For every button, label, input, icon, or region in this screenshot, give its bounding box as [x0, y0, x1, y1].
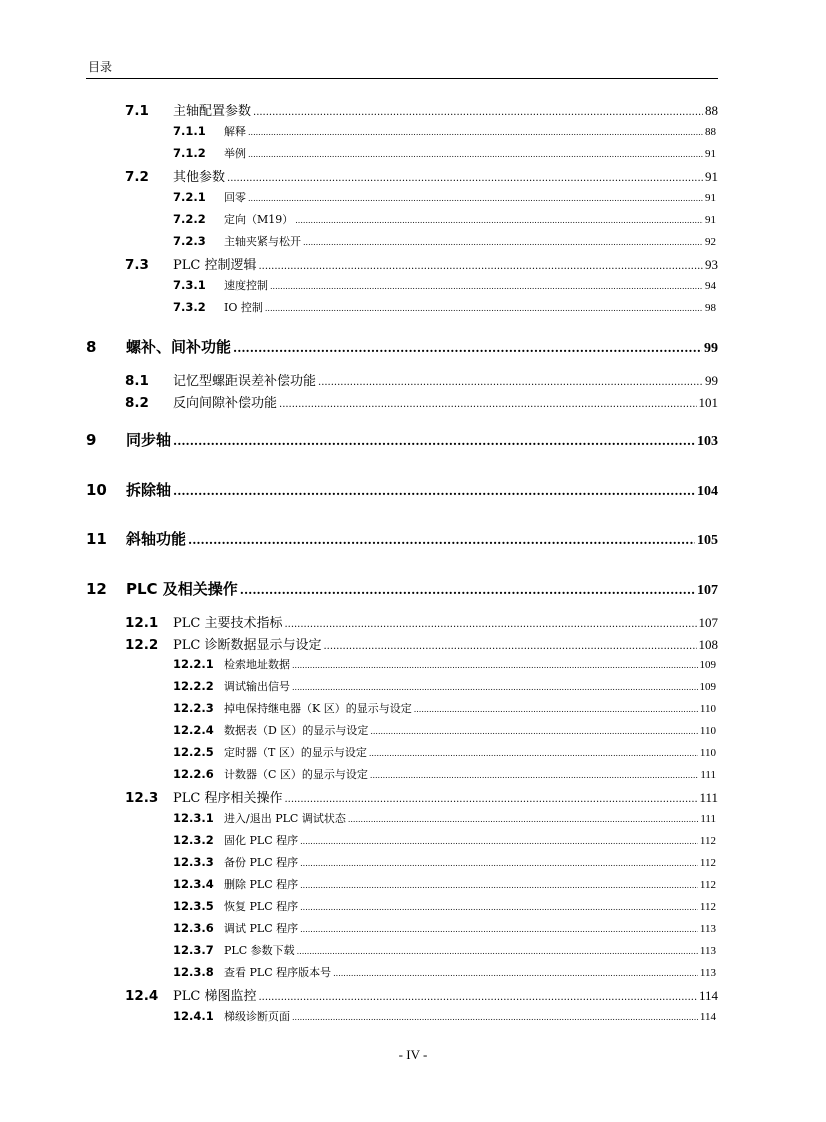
toc-number: 12.3.7	[173, 943, 214, 957]
toc-number: 12.2	[125, 637, 159, 653]
toc-title: PLC 程序相关操作	[173, 791, 283, 806]
dot-leader	[348, 815, 698, 824]
toc-entry[interactable]	[125, 392, 718, 412]
toc-page: 110	[699, 725, 716, 737]
toc-title: PLC 参数下载	[224, 944, 295, 957]
toc-title: 删除 PLC 程序	[224, 878, 299, 891]
toc-page: 111	[700, 769, 716, 781]
toc-entry[interactable]	[173, 656, 716, 674]
toc-page: 112	[699, 879, 716, 891]
toc-title: 斜轴功能	[126, 530, 187, 548]
toc-entry[interactable]	[173, 898, 716, 916]
header-title: 目录	[88, 60, 113, 74]
toc-title: 速度控制	[224, 279, 268, 292]
dot-leader	[240, 583, 695, 597]
toc-page: 93	[705, 257, 718, 272]
toc-number: 7.2.1	[173, 190, 206, 204]
dot-leader	[253, 107, 703, 118]
toc-entry[interactable]	[173, 211, 716, 229]
dot-leader	[300, 903, 698, 912]
dot-leader	[258, 992, 697, 1003]
dot-leader	[369, 749, 698, 758]
toc-page: 110	[699, 703, 716, 715]
toc-number: 9	[86, 431, 97, 449]
toc-number: 12.2.6	[173, 767, 214, 781]
toc-title: 定时器（T 区）的显示与设定	[224, 746, 367, 759]
toc-entry[interactable]	[173, 233, 716, 251]
toc-entry[interactable]	[173, 876, 716, 894]
dot-leader	[258, 261, 703, 272]
dot-leader	[173, 434, 695, 448]
toc-number: 12.3.8	[173, 965, 214, 979]
toc-title: 调试 PLC 程序	[224, 922, 299, 935]
dot-leader	[414, 705, 698, 714]
dot-leader	[300, 925, 698, 934]
toc-number: 12	[86, 580, 107, 598]
dot-leader	[318, 377, 703, 388]
toc-number: 12.2.5	[173, 745, 214, 759]
dot-leader	[300, 881, 698, 890]
toc-entry[interactable]	[125, 100, 718, 120]
toc-number: 12.1	[125, 615, 159, 631]
toc-page: 112	[699, 857, 716, 869]
toc-entry[interactable]	[173, 189, 716, 207]
dot-leader	[284, 619, 696, 630]
toc-title: 定向（M19）	[224, 213, 294, 226]
dot-leader	[188, 533, 695, 547]
toc-page: 113	[699, 945, 716, 957]
toc-page: 91	[705, 192, 716, 204]
toc-page: 101	[698, 395, 718, 410]
toc-number: 10	[86, 481, 107, 499]
toc-number: 12.3.2	[173, 833, 214, 847]
toc-entry[interactable]	[173, 299, 716, 317]
page-number-footer: - IV -	[398, 1047, 428, 1062]
toc-title: PLC 诊断数据显示与设定	[173, 638, 322, 653]
toc-title: 梯级诊断页面	[224, 1010, 290, 1023]
dot-leader	[248, 128, 703, 137]
toc-title: 螺补、间补功能	[126, 338, 232, 356]
toc-entry[interactable]	[86, 429, 718, 451]
dot-leader	[370, 771, 698, 780]
toc-title: 举例	[224, 147, 246, 160]
toc-title: 进入/退出 PLC 调试状态	[224, 812, 346, 825]
toc-entry[interactable]	[173, 832, 716, 850]
toc-title: 备份 PLC 程序	[224, 856, 299, 869]
toc-entry[interactable]	[86, 578, 718, 600]
toc-title: PLC 及相关操作	[126, 580, 238, 598]
toc-title: 其他参数	[173, 170, 226, 185]
toc-number: 7.1.1	[173, 124, 206, 138]
toc-entry[interactable]	[125, 612, 718, 632]
toc-title: 掉电保持继电器（K 区）的显示与设定	[224, 702, 412, 715]
toc-entry[interactable]	[173, 145, 716, 163]
toc-number: 12.2.3	[173, 701, 214, 715]
toc-entry[interactable]	[173, 123, 716, 141]
toc-page: 107	[697, 583, 718, 598]
toc-title: 记忆型螺距误差补偿功能	[173, 374, 317, 389]
toc-number: 7.1	[125, 103, 149, 119]
toc-entry[interactable]	[173, 1008, 716, 1026]
toc-page: 108	[698, 637, 718, 652]
dot-leader	[265, 304, 703, 313]
toc-title: PLC 梯图监控	[173, 989, 257, 1004]
dot-leader	[295, 216, 703, 225]
toc-number: 12.2.4	[173, 723, 214, 737]
toc-page: 114	[699, 1011, 716, 1023]
toc-page: 91	[705, 214, 716, 226]
toc-number: 11	[86, 530, 107, 548]
toc-page: 94	[705, 280, 716, 292]
dot-leader	[233, 341, 702, 355]
toc-page: 111	[699, 790, 718, 805]
toc-entry[interactable]	[173, 810, 716, 828]
toc-page: 99	[705, 373, 718, 388]
toc-number: 7.2.3	[173, 234, 206, 248]
toc-entry[interactable]	[173, 678, 716, 696]
toc-number: 7.1.2	[173, 146, 206, 160]
toc-number: 12.3.5	[173, 899, 214, 913]
toc-title: 拆除轴	[126, 481, 172, 499]
dot-leader	[173, 484, 695, 498]
toc-number: 12.3.4	[173, 877, 214, 891]
toc-entry[interactable]	[125, 787, 718, 807]
dot-leader	[292, 661, 698, 670]
toc-page: 112	[699, 901, 716, 913]
toc-entry[interactable]	[86, 528, 718, 550]
dot-leader	[303, 238, 703, 247]
toc-page: 105	[697, 533, 718, 548]
toc-page: 98	[705, 302, 716, 314]
dot-leader	[292, 1013, 698, 1022]
toc-page: 103	[697, 434, 718, 449]
toc-entry[interactable]	[125, 254, 718, 274]
toc-title: PLC 主要技术指标	[173, 616, 283, 631]
toc-title: 解释	[224, 125, 246, 138]
dot-leader	[297, 947, 698, 956]
toc-entry[interactable]	[173, 942, 716, 960]
toc-entry[interactable]	[125, 166, 718, 186]
dot-leader	[279, 399, 696, 410]
dot-leader	[300, 837, 698, 846]
toc-number: 7.3	[125, 257, 149, 273]
toc-title: 计数器（C 区）的显示与设定	[224, 768, 368, 781]
toc-page: 99	[704, 341, 718, 356]
toc-entry[interactable]	[125, 634, 718, 654]
toc-number: 12.2.1	[173, 657, 214, 671]
toc-number: 7.3.1	[173, 278, 206, 292]
toc-page: 91	[705, 148, 716, 160]
toc-page: 92	[705, 236, 716, 248]
toc-page: 88	[705, 126, 716, 138]
toc-title: 主轴夹紧与松开	[224, 235, 301, 248]
dot-leader	[323, 641, 696, 652]
toc-page: 88	[705, 103, 718, 118]
toc-entry[interactable]	[173, 920, 716, 938]
toc-page: 109	[699, 659, 716, 671]
toc-page: 113	[699, 967, 716, 979]
toc-entry[interactable]	[173, 766, 716, 784]
toc-page: 104	[697, 484, 718, 499]
toc-number: 7.3.2	[173, 300, 206, 314]
toc-number: 12.4	[125, 988, 159, 1004]
toc-number: 12.3.1	[173, 811, 214, 825]
dot-leader	[370, 727, 698, 736]
toc-entry[interactable]	[173, 854, 716, 872]
toc-number: 7.2.2	[173, 212, 206, 226]
toc-entry[interactable]	[173, 700, 716, 718]
toc-entry[interactable]	[173, 964, 716, 982]
toc-title: PLC 控制逻辑	[173, 258, 257, 273]
toc-page: 111	[700, 813, 716, 825]
toc-number: 12.2.2	[173, 679, 214, 693]
toc-title: 调试输出信号	[224, 680, 290, 693]
toc-page: 109	[699, 681, 716, 693]
toc-number: 12.3.6	[173, 921, 214, 935]
toc-page: 114	[698, 988, 718, 1003]
dot-leader	[227, 173, 703, 184]
toc-number: 7.2	[125, 169, 149, 185]
toc-title: 回零	[224, 191, 246, 204]
toc-number: 12.3.3	[173, 855, 214, 869]
dot-leader	[300, 859, 698, 868]
dot-leader	[292, 683, 698, 692]
toc-page: 110	[699, 747, 716, 759]
toc-title: 查看 PLC 程序版本号	[224, 966, 332, 979]
toc-entry[interactable]	[86, 479, 718, 501]
toc-page: 112	[699, 835, 716, 847]
toc-number: 8.1	[125, 373, 149, 389]
toc-title: 同步轴	[126, 431, 172, 449]
toc-entry[interactable]	[173, 744, 716, 762]
toc-title: IO 控制	[224, 301, 263, 314]
toc-title: 反向间隙补偿功能	[173, 396, 278, 411]
toc-title: 数据表（D 区）的显示与设定	[224, 724, 369, 737]
toc-title: 检索地址数据	[224, 658, 290, 671]
dot-leader	[284, 794, 697, 805]
dot-leader	[248, 194, 703, 203]
toc-page: 107	[698, 615, 718, 630]
toc-title: 主轴配置参数	[173, 104, 252, 119]
toc-entry[interactable]	[173, 277, 716, 295]
toc-number: 12.4.1	[173, 1009, 214, 1023]
toc-number: 8	[86, 338, 97, 356]
toc-page: 113	[699, 923, 716, 935]
toc-number: 12.3	[125, 790, 159, 806]
toc-number: 8.2	[125, 395, 149, 411]
toc-title: 固化 PLC 程序	[224, 834, 299, 847]
toc-entry[interactable]	[125, 985, 718, 1005]
dot-leader	[248, 150, 703, 159]
dot-leader	[270, 282, 703, 291]
dot-leader	[333, 969, 698, 978]
toc-page: 91	[705, 169, 718, 184]
toc-entry[interactable]	[125, 370, 718, 390]
toc-title: 恢复 PLC 程序	[224, 900, 299, 913]
toc-entry[interactable]	[173, 722, 716, 740]
toc-entry[interactable]	[86, 336, 718, 358]
